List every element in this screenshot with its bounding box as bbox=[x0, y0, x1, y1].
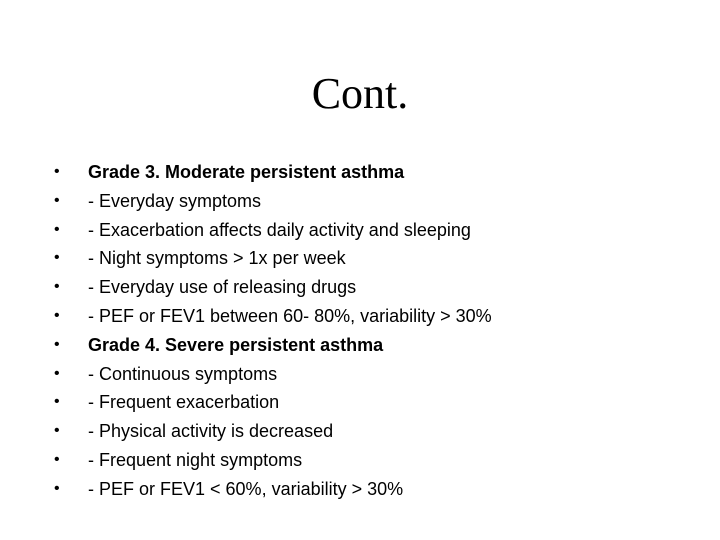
bullet-point-icon: • bbox=[54, 249, 60, 267]
bullet-item bbox=[54, 475, 694, 504]
bullet-text: - Frequent exacerbation bbox=[88, 392, 280, 413]
bullet-list bbox=[54, 158, 694, 504]
bullet-text: - PEF or FEV1 between 60- 80%, variability > 30% bbox=[88, 305, 492, 326]
bullet-item bbox=[54, 417, 694, 446]
bullet-item bbox=[54, 388, 694, 417]
bullet-item bbox=[54, 158, 694, 187]
bullet-text: - Frequent night symptoms bbox=[88, 449, 303, 470]
bullet-point-icon: • bbox=[54, 422, 60, 440]
bullet-item bbox=[54, 331, 694, 360]
bullet-text: - PEF or FEV1 < 60%, variability > 30% bbox=[88, 478, 404, 499]
bullet-item bbox=[54, 446, 694, 475]
bullet-item bbox=[54, 216, 694, 245]
slide-title-text: Cont. bbox=[311, 69, 409, 118]
bullet-item bbox=[54, 187, 694, 216]
bullet-text: - Exacerbation affects daily activity and sleeping bbox=[88, 219, 471, 240]
bullet-point-icon: • bbox=[54, 335, 60, 353]
bullet-point-icon: • bbox=[54, 306, 60, 324]
bullet-item bbox=[54, 244, 694, 273]
bullet-item bbox=[54, 302, 694, 331]
bullet-point-icon: • bbox=[54, 163, 60, 180]
bullet-point-icon: • bbox=[54, 278, 60, 296]
bullet-point-icon: • bbox=[54, 450, 60, 468]
bullet-text: Grade 4. Severe persistent asthma bbox=[88, 334, 384, 355]
bullet-point-icon: • bbox=[54, 479, 60, 497]
bullet-point-icon: • bbox=[54, 220, 60, 238]
bullet-point-icon: • bbox=[54, 364, 60, 382]
bullet-text: - Night symptoms > 1x per week bbox=[88, 248, 346, 269]
bullet-point-icon: • bbox=[54, 393, 60, 411]
bullet-point-icon: • bbox=[54, 191, 60, 209]
bullet-text: - Continuous symptoms bbox=[88, 363, 278, 384]
bullet-item bbox=[54, 273, 694, 302]
bullet-item bbox=[54, 360, 694, 389]
bullet-text: - Everyday symptoms bbox=[88, 190, 262, 211]
slide-title bbox=[0, 66, 720, 122]
bullet-text: Grade 3. Moderate persistent asthma bbox=[88, 162, 405, 182]
bullet-text: - Everyday use of releasing drugs bbox=[88, 277, 357, 298]
bullet-text: - Physical activity is decreased bbox=[88, 421, 334, 442]
